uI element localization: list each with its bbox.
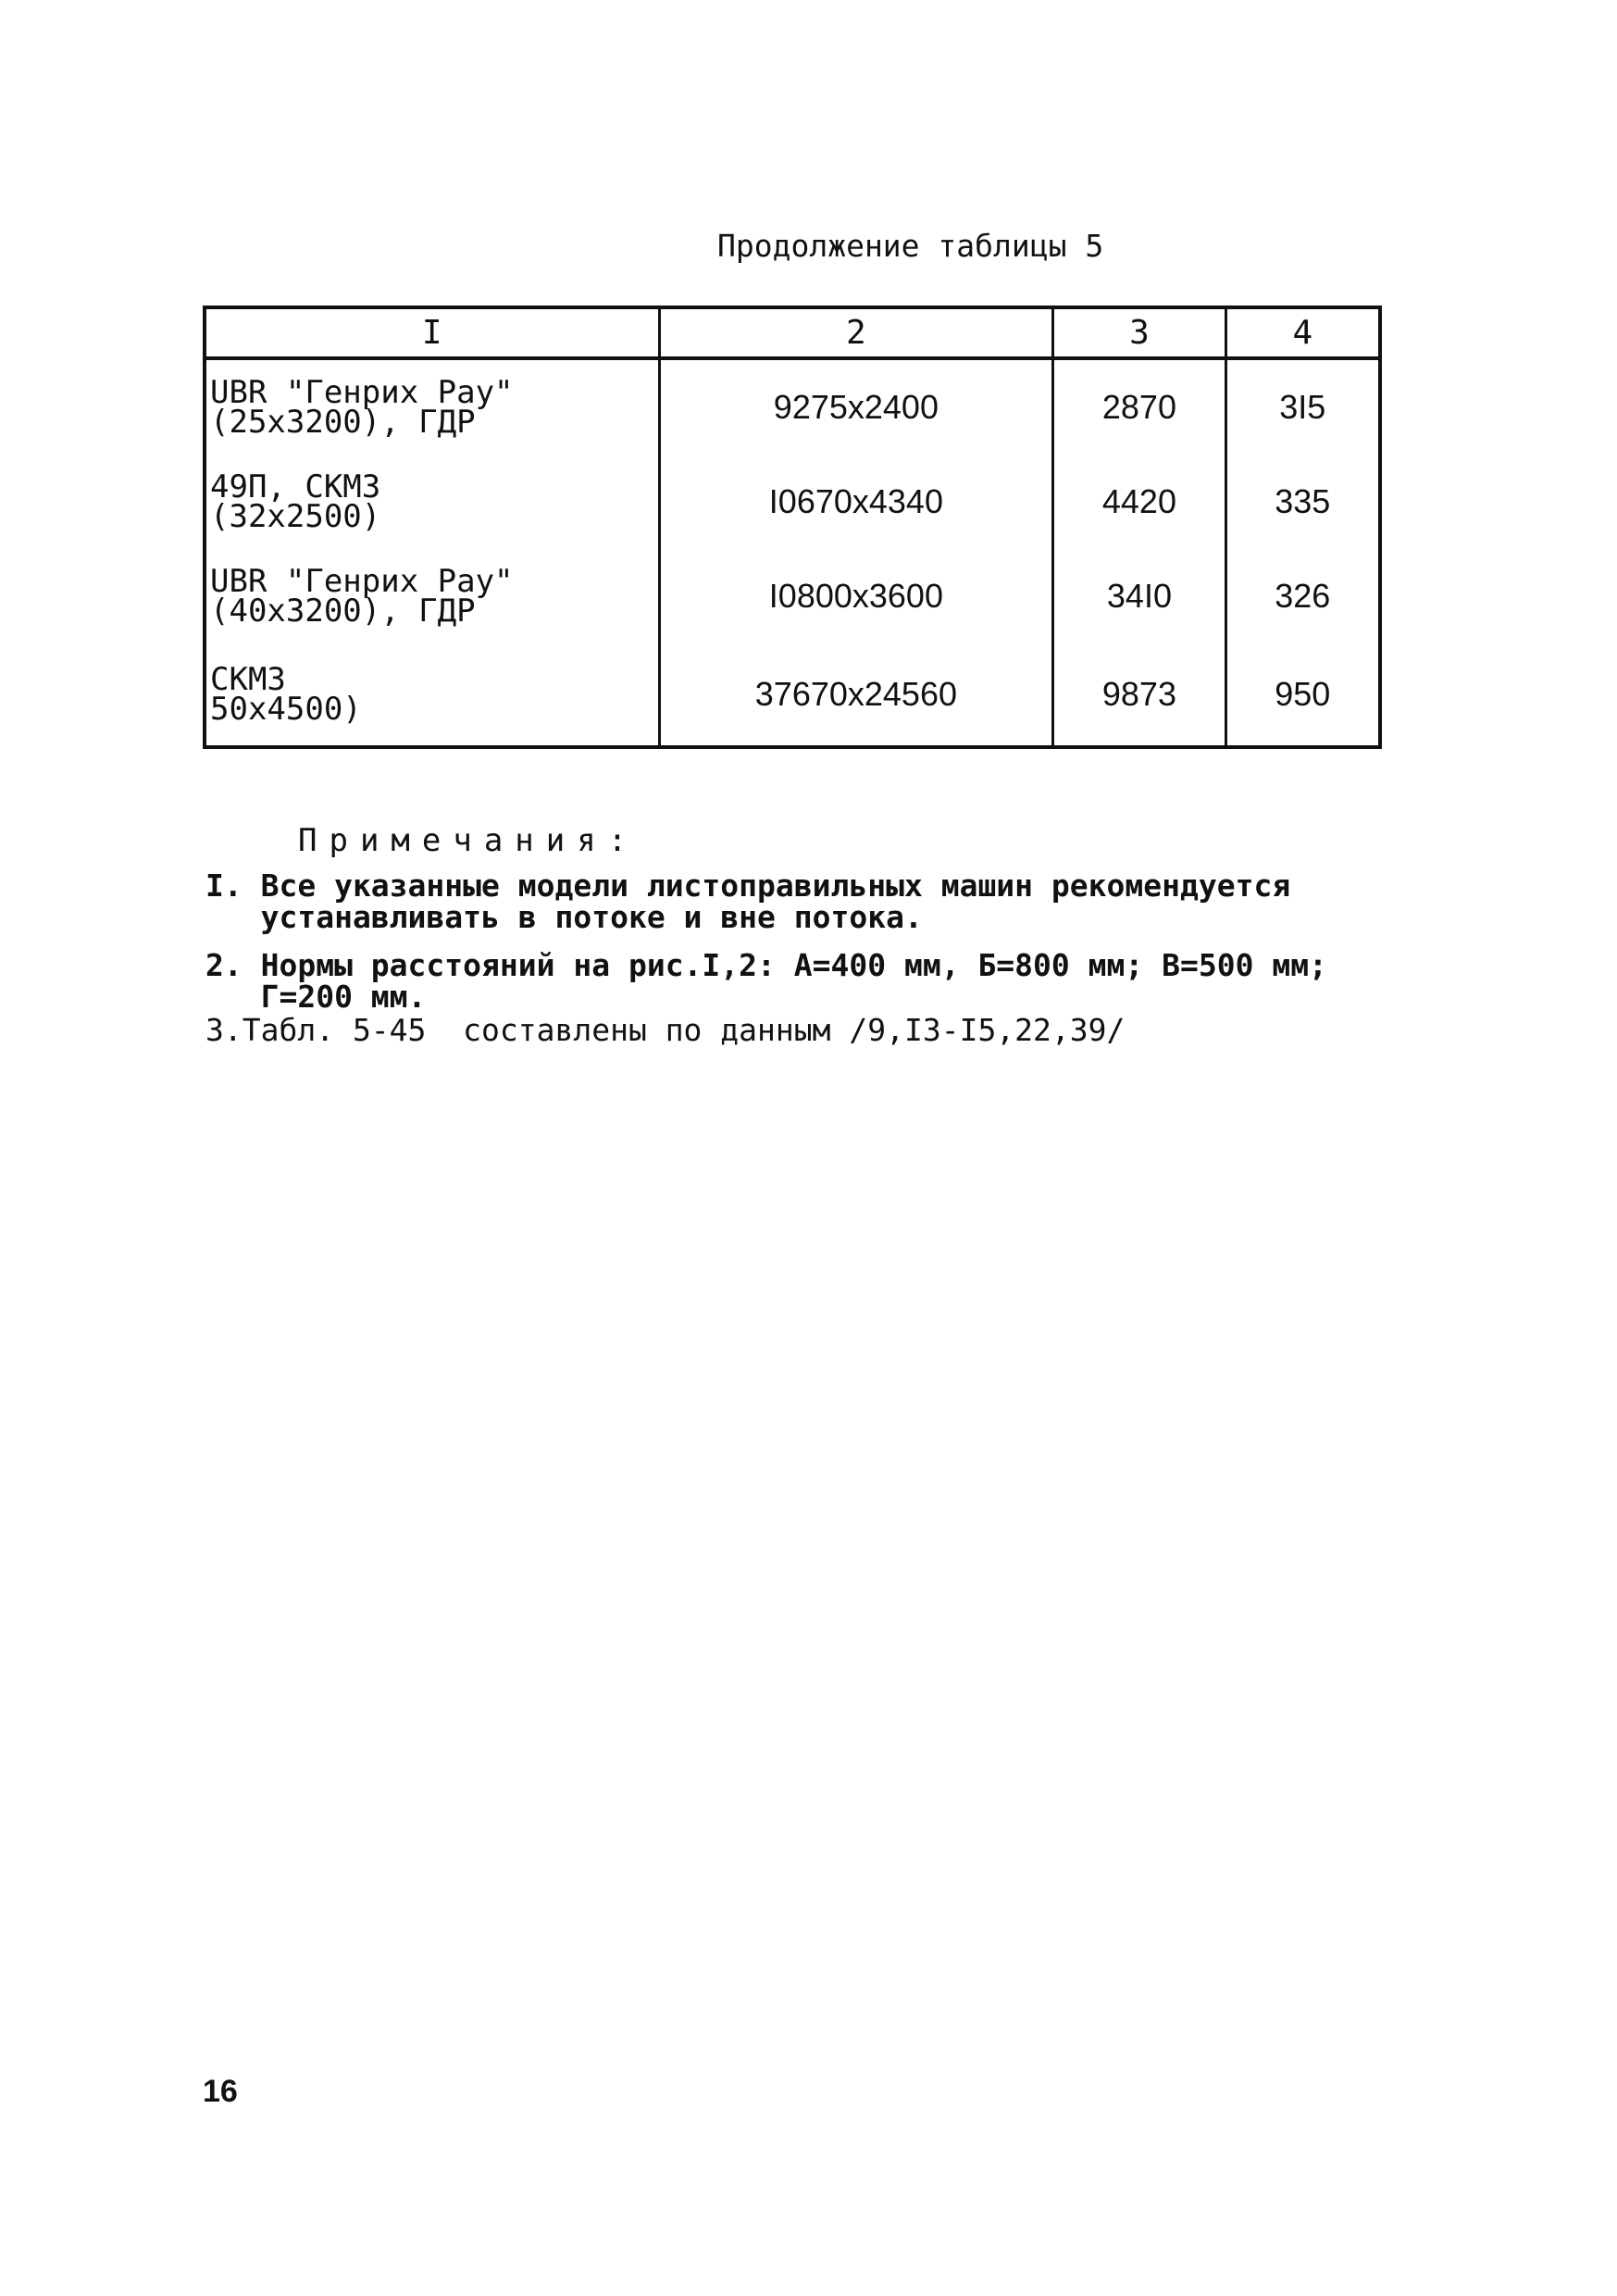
value-cell-4: 326 xyxy=(1225,549,1380,643)
column-header-4: 4 xyxy=(1225,307,1380,358)
note-item-2: 2. Нормы расстояний на рис.I,2: А=400 мм, Б=800 мм; В=500 мм; Г=200 мм. xyxy=(205,947,1327,1015)
model-cell xyxy=(205,643,659,747)
table-row xyxy=(205,549,1380,643)
value-cell-4: 335 xyxy=(1225,455,1380,549)
model-name: 49П, СКМЗ xyxy=(210,468,381,505)
model-spec: (25x3200), ГДР xyxy=(210,404,476,441)
value-cell-4: 3I5 xyxy=(1225,358,1380,455)
note-item-1: I. Все указанные модели листоправильных машин рекомендуется устанавливать в потоке и вне потока. xyxy=(205,867,1291,935)
dimensions-cell: 9275x2400 xyxy=(659,358,1053,455)
table-caption: Продолжение таблицы 5 xyxy=(717,228,1104,264)
table-row xyxy=(205,358,1380,455)
dimensions-cell: I0670x4340 xyxy=(659,455,1053,549)
column-header-1: I xyxy=(205,307,659,358)
dimensions-cell: I0800x3600 xyxy=(659,549,1053,643)
model-spec: (40x3200), ГДР xyxy=(210,593,476,630)
model-cell xyxy=(205,455,659,549)
page-number: 16 xyxy=(203,2074,238,2109)
model-name: СКМЗ xyxy=(210,661,286,698)
model-cell xyxy=(205,358,659,455)
value-cell-4: 950 xyxy=(1225,643,1380,747)
value-cell-3: 4420 xyxy=(1053,455,1225,549)
column-header-2: 2 xyxy=(659,307,1053,358)
model-spec: 50x4500) xyxy=(210,691,362,728)
note-item-3: 3.Табл. 5-45 составлены по данным /9,I3-I5,22,39/ xyxy=(205,1012,1126,1048)
model-spec: (32x2500) xyxy=(210,498,381,535)
value-cell-3: 9873 xyxy=(1053,643,1225,747)
model-name: UBR "Генрих Рау" xyxy=(210,563,514,600)
table-row xyxy=(205,643,1380,747)
notes-heading: Примечания: xyxy=(298,822,640,859)
dimensions-cell: 37670x24560 xyxy=(659,643,1053,747)
model-cell xyxy=(205,549,659,643)
column-header-3: 3 xyxy=(1053,307,1225,358)
data-table xyxy=(203,306,1382,749)
table-header-row xyxy=(205,307,1380,358)
table-row xyxy=(205,455,1380,549)
model-name: UBR "Генрих Рау" xyxy=(210,374,514,411)
value-cell-3: 2870 xyxy=(1053,358,1225,455)
value-cell-3: 34I0 xyxy=(1053,549,1225,643)
